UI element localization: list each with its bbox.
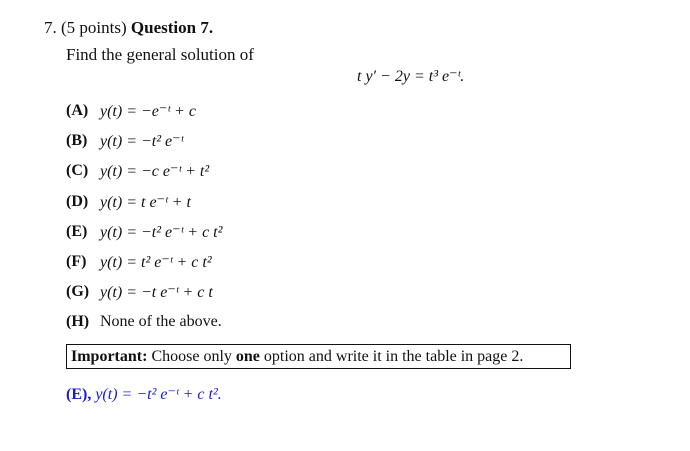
question-number: 7. [44, 18, 57, 37]
option-expression: y(t) = −t² e⁻ᵗ + c t² [100, 223, 223, 241]
option-label: (F) [66, 253, 87, 271]
note-text-before: Choose only [147, 347, 236, 365]
option-b [66, 126, 626, 156]
important-note-box [66, 344, 571, 369]
option-expression: y(t) = −e⁻ᵗ + c [100, 103, 196, 121]
option-expression: None of the above. [100, 313, 222, 331]
answer-line [66, 384, 222, 404]
question-points: (5 points) [61, 18, 127, 37]
option-label: (D) [66, 192, 89, 210]
note-text-after: option and write it in the table in page 2. [259, 347, 524, 365]
answer-expression: y(t) = −t² e⁻ᵗ + c t². [95, 386, 222, 403]
option-expression: y(t) = t² e⁻ᵗ + c t² [100, 254, 212, 272]
differential-equation: t y′ − 2y = t³ e⁻ᵗ. [357, 68, 465, 85]
option-label: (C) [66, 162, 89, 180]
option-h [66, 307, 626, 337]
option-expression: y(t) = t e⁻ᵗ + t [100, 193, 191, 211]
question-instruction: Find the general solution of [66, 45, 254, 64]
note-prefix: Important: [71, 347, 148, 365]
option-label: (B) [66, 132, 88, 150]
question-header [44, 18, 213, 38]
option-expression: y(t) = −t² e⁻ᵗ [100, 133, 184, 151]
option-label: (A) [66, 102, 89, 120]
option-label: (E) [66, 222, 88, 240]
option-g [66, 277, 626, 307]
question-title: Question 7. [130, 18, 214, 37]
option-c [66, 156, 626, 186]
option-e [66, 217, 626, 247]
option-expression: y(t) = −t e⁻ᵗ + c t [100, 284, 213, 302]
option-expression: y(t) = −c e⁻ᵗ + t² [100, 163, 210, 181]
note-bold-word: one [235, 347, 260, 365]
option-d [66, 187, 626, 217]
option-a [66, 96, 626, 126]
option-f [66, 247, 626, 277]
option-label: (G) [66, 283, 90, 301]
answer-label: (E), [66, 386, 92, 403]
option-label: (H) [66, 313, 90, 331]
options-list [66, 96, 626, 338]
